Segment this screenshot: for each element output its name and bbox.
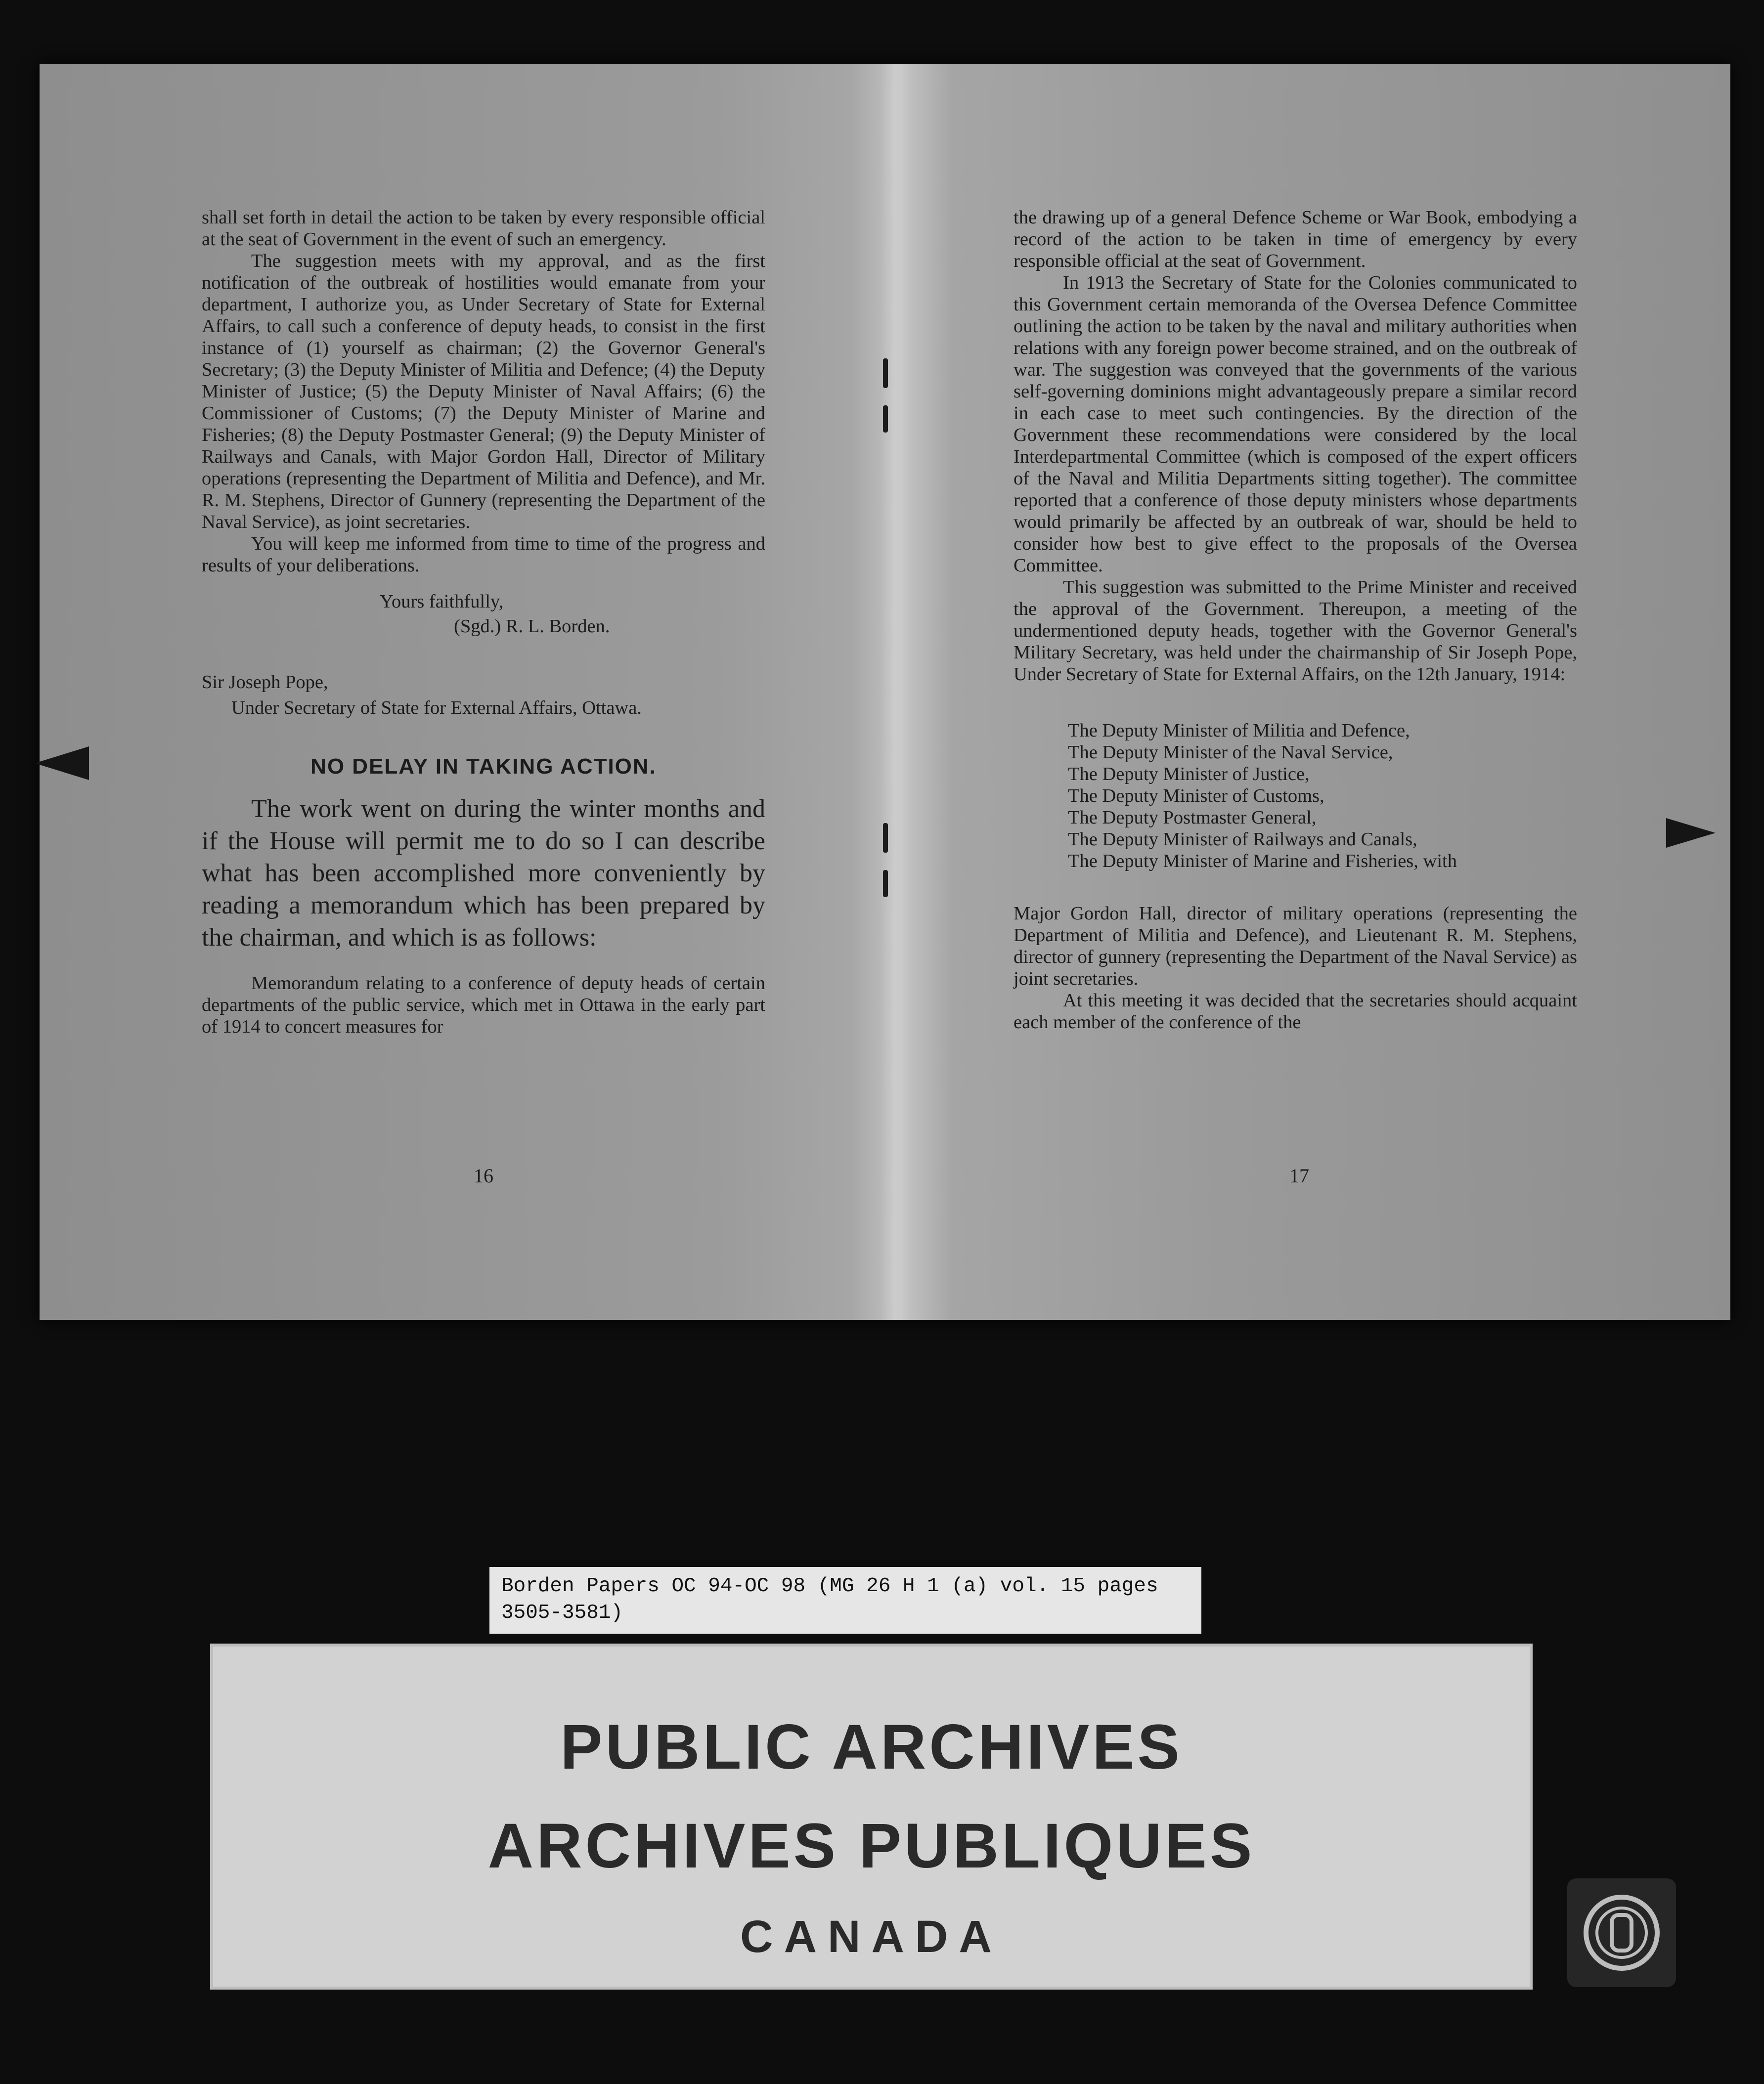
list-item: The Deputy Minister of Marine and Fisheries, with xyxy=(1068,851,1457,871)
page-number-right: 17 xyxy=(1289,1165,1309,1187)
deputy-list xyxy=(1068,720,1577,872)
list-item: The Deputy Postmaster General, xyxy=(1068,807,1317,828)
addressee-role: Under Secretary of State for External Affairs, Ottawa. xyxy=(231,697,642,718)
staple-top-lower xyxy=(883,405,888,433)
list-item: The Deputy Minister of the Naval Service, xyxy=(1068,742,1393,763)
list-item: The Deputy Minister of Militia and Defence, xyxy=(1068,720,1410,741)
paragraph: shall set forth in detail the action to be taken by every responsible official at the seat of Government in the event of such an emergency. xyxy=(202,207,765,250)
speech-paragraph: The work went on during the winter months and if the House will permit me to do so I can describe what has been accomplished more conveniently by reading a memorandum which has been prepared by the chairman, and which is as follows: xyxy=(202,795,765,952)
archives-emblem-icon xyxy=(1567,1878,1676,1987)
archive-reference-strip xyxy=(489,1567,1201,1634)
paragraph: You will keep me informed from time to time of the progress and results of your deliberations. xyxy=(202,533,765,576)
right-page xyxy=(1014,207,1577,1033)
letter-closing xyxy=(202,589,765,639)
archive-label-french: ARCHIVES PUBLIQUES xyxy=(487,1811,1255,1881)
addressee-name: Sir Joseph Pope, xyxy=(202,672,328,693)
memo-paragraph: Memorandum relating to a conference of deputy heads of certain departments of the public service, which met in Ottawa in the early part of 1914 to concert measures for xyxy=(202,973,765,1037)
list-item: The Deputy Minister of Customs, xyxy=(1068,785,1324,806)
archive-reference-line: 3505-3581) xyxy=(501,1602,623,1624)
paragraph: This suggestion was submitted to the Prime Minister and received the approval of the Government. Thereupon, a meeting of the undermentioned deputy heads, together with the Governor General's Military Secretary, was held under the chairmanship of Sir Joseph Pope, Under Secretary of State for External Affairs, on the 12th January, 1914: xyxy=(1014,577,1577,685)
staple-bottom xyxy=(883,823,888,853)
paragraph: At this meeting it was decided that the secretaries should acquaint each member of the conference of the xyxy=(1014,990,1577,1033)
paragraph: Major Gordon Hall, director of military operations (representing the Department of Militia and Defence), and Lieutenant R. M. Stephens, director of gunnery (representing the Department of the Naval Service) as joint secretaries. xyxy=(1014,903,1577,989)
signature: (Sgd.) R. L. Borden. xyxy=(454,616,610,637)
section-heading: NO DELAY IN TAKING ACTION. xyxy=(310,754,657,779)
archive-label xyxy=(210,1644,1533,1990)
left-page xyxy=(202,207,765,1038)
closing-salutation: Yours faithfully, xyxy=(380,591,504,612)
archive-reference-line: Borden Papers OC 94-OC 98 (MG 26 H 1 (a) vol. 15 pages xyxy=(501,1575,1158,1598)
archive-label-english: PUBLIC ARCHIVES xyxy=(560,1712,1183,1782)
list-item: The Deputy Minister of Justice, xyxy=(1068,764,1310,784)
page-number-left: 16 xyxy=(474,1165,493,1187)
binder-clip-left xyxy=(35,746,89,780)
list-item: The Deputy Minister of Railways and Canals, xyxy=(1068,829,1417,850)
paragraph: the drawing up of a general Defence Scheme or War Book, embodying a record of the action to be taken in time of emergency by every responsible official at the seat of Government. xyxy=(1014,207,1577,271)
addressee xyxy=(202,669,765,721)
archive-label-country: CANADA xyxy=(740,1911,1003,1962)
paragraph: In 1913 the Secretary of State for the Colonies communicated to this Government certain memoranda of the Oversea Defence Committee outlining the action to be taken by the naval and military authorities when relations with any foreign power become strained, and on the outbreak of war. The suggestion was conveyed that the governments of the various self-governing dominions might advantageously prepare a similar record in each case to meet such contingencies. By the direction of the Government these recommendations were considered by the local Interdepartmental Committee (which is composed of the expert officers of the Naval and Militia Departments sitting together). The committee reported that a conference of those deputy ministers whose departments would primarily be affected by an outbreak of war, should be held to consider how best to give effect to the proposals of the Oversea Committee. xyxy=(1014,272,1577,576)
binder-clip-right xyxy=(1666,818,1716,848)
staple-top xyxy=(883,358,888,388)
staple-bottom-lower xyxy=(883,870,888,897)
booklet-spine xyxy=(880,64,910,1320)
paragraph: The suggestion meets with my approval, and as the first notification of the outbreak of hostilities would emanate from your department, I authorize you, as Under Secretary of State for External Affairs, to call such a conference of deputy heads, to consist in the first instance of (1) yourself as chairman; (2) the Governor General's Secretary; (3) the Deputy Minister of Militia and Defence; (4) the Deputy Minister of Justice; (5) the Deputy Minister of Naval Affairs; (6) the Commissioner of Customs; (7) the Deputy Minister of Marine and Fisheries; (8) the Deputy Postmaster General; (9) the Deputy Minister of Railways and Canals, with Major Gordon Hall, Director of Military operations (representing the Department of Militia and Defence), and Mr. R. M. Stephens, Director of Gunnery (representing the Department of the Naval Service), as joint secretaries. xyxy=(202,251,765,532)
